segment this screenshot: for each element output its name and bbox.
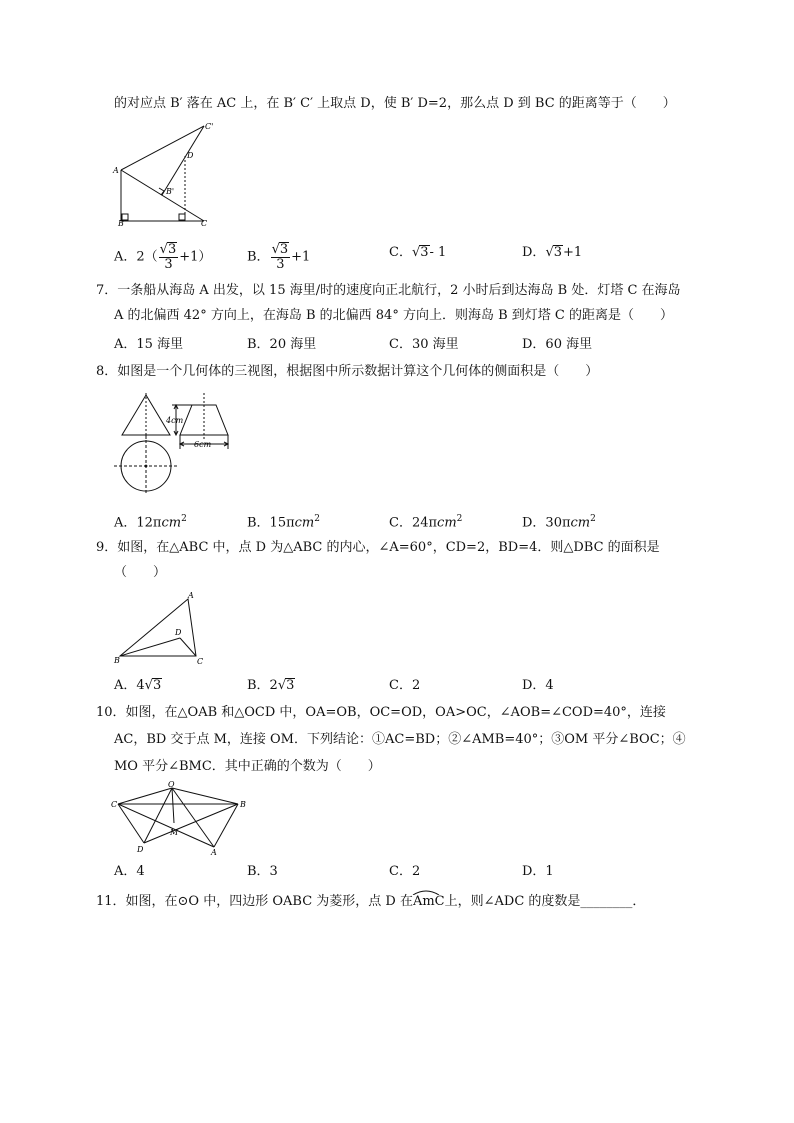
q8-text-line1: 8．如图是一个几何体的三视图，根据图中所示数据计算这个几何体的侧面积是（ ） <box>96 364 599 379</box>
q10-label-o: O <box>168 781 175 789</box>
q8-option-a: A．12πcm$^2$ <box>114 514 187 531</box>
q10-text-line2: AC，BD 交于点 M，连接 OM．下列结论：①AC=BD；②∠AMB=40°；③OM 平分∠BOC；④ <box>114 732 686 747</box>
q9-label-a: A <box>188 591 194 600</box>
q6-label-d: D <box>187 151 194 160</box>
q8-option-c: C．24πcm$^2$ <box>389 514 463 531</box>
q8-dim-width: 6cm <box>194 440 212 449</box>
q6-figure <box>110 118 220 228</box>
q9-option-b: B．2√3 <box>247 678 295 693</box>
q6-text-line1: 的对应点 B′ 落在 AC 上，在 B′ C′ 上取点 D，使 B′ D=2，那么点 D 到 BC 的距离等于（ ） <box>114 96 676 111</box>
q10-text-line3: MO 平分∠BMC．其中正确的个数为（ ） <box>114 759 381 774</box>
q7-option-a: A．15 海里 <box>114 337 184 352</box>
q8-option-d: D．30πcm$^2$ <box>522 514 596 531</box>
q9-option-d: D．4 <box>522 678 554 693</box>
q7-text-line1: 7．一条船从海岛 A 出发，以 15 海里/时的速度向正北航行，2 小时后到达海岛 B 处．灯塔 C 在海岛 <box>96 283 681 298</box>
q6-label-c-prime: C' <box>205 122 214 131</box>
q6-option-d: D．√3+1 <box>522 245 583 260</box>
q11-arc-label: AmC <box>413 893 445 911</box>
q7-option-c: C．30 海里 <box>389 337 459 352</box>
q10-option-c: C．2 <box>389 864 421 879</box>
q9-option-a: A．4√3 <box>114 678 162 693</box>
q10-label-a: A <box>211 848 217 857</box>
q6-option-c: C．√3- 1 <box>389 245 447 260</box>
q9-label-c: C <box>197 657 204 666</box>
q8-dim-height: 4cm <box>166 416 184 425</box>
q8-option-b: B．15πcm$^2$ <box>247 514 320 531</box>
q11-text <box>96 893 645 911</box>
q10-option-a: A．4 <box>114 864 145 879</box>
q10-label-c: C <box>111 800 118 809</box>
q11-prefix: 11．如图，在⊙O 中，四边形 OABC 为菱形，点 D 在 <box>96 894 413 909</box>
q11-suffix: 上，则∠ADC 的度数是________． <box>444 894 646 909</box>
q9-option-c: C．2 <box>389 678 421 693</box>
q6-label-c: C <box>201 219 208 228</box>
q9-triangle-figure <box>112 590 212 668</box>
q10-label-b: B <box>240 800 246 809</box>
q7-option-b: B．20 海里 <box>247 337 317 352</box>
q9-label-d: D <box>175 628 182 637</box>
q10-option-d: D．1 <box>522 864 554 879</box>
q10-option-b: B．3 <box>247 864 278 879</box>
q6-option-b: B． $\frac{√3}{3}$ +1 <box>247 242 311 272</box>
q10-text-line1: 10．如图，在△OAB 和△OCD 中，OA=OB，OC=OD，OA>OC，∠AOB=∠COD=40°，连接 <box>96 705 666 720</box>
q9-label-b: B <box>114 656 120 665</box>
q10-label-d: D <box>137 845 144 854</box>
q6-label-b: B <box>118 219 124 228</box>
q10-label-m: M <box>170 828 179 837</box>
q8-three-view-figure <box>112 389 236 499</box>
q7-text-line2: A 的北偏西 42° 方向上，在海岛 B 的北偏西 84° 方向上．则海岛 B 到灯塔 C 的距离是（ ） <box>114 308 673 323</box>
q7-option-d: D．60 海里 <box>522 337 593 352</box>
q6-label-a: A <box>113 166 119 175</box>
q9-text-line2: （ ） <box>114 565 167 580</box>
q6-label-b-prime: B' <box>166 187 175 196</box>
q10-figure <box>108 781 254 857</box>
q6-option-a: A．2（ $\frac{√3}{3}$ +1） <box>114 242 212 272</box>
q9-text-line1: 9．如图，在△ABC 中，点 D 为△ABC 的内心，∠A=60°，CD=2，BD=4．则△DBC 的面积是 <box>96 540 660 555</box>
